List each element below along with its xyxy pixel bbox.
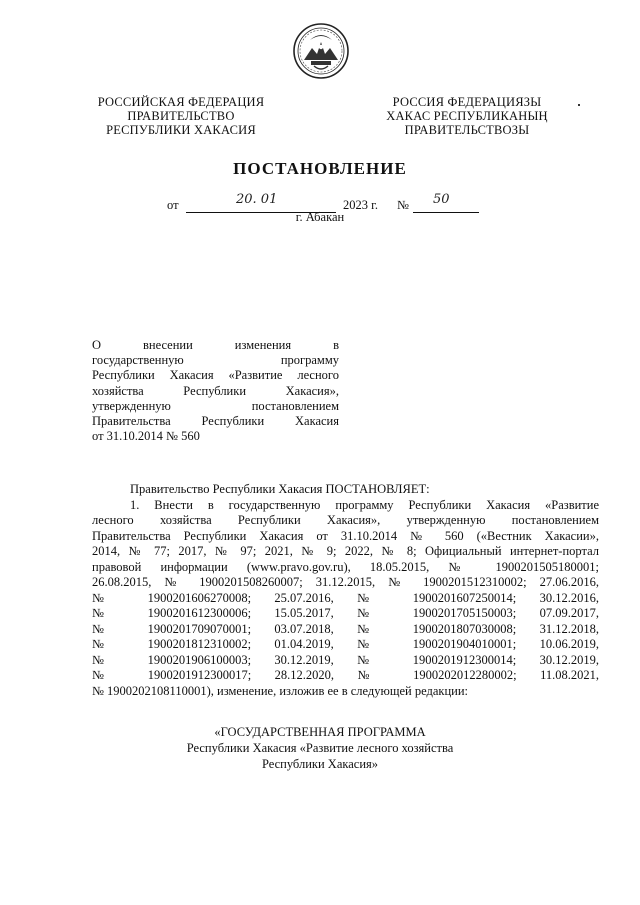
body-line: № 1900201709070001; 03.07.2018, № 1900201807030008; 31.12.2018, bbox=[92, 621, 599, 636]
date-year: 2023 г. bbox=[343, 198, 378, 212]
number-handwritten: 50 bbox=[433, 192, 450, 207]
body-line: № 1900201912300017; 28.12.2020, № 1900202012280002; 11.08.2021, bbox=[92, 668, 599, 682]
body-line: 1. Внести в государственную программу Республики Хакасия «Развитие bbox=[130, 497, 599, 512]
date-from-label: от bbox=[167, 198, 179, 212]
program-heading-line: Республики Хакасия» bbox=[261, 757, 379, 771]
body-line: № 1900201612300006; 15.05.2017, № 1900201705150003; 07.09.2017, bbox=[92, 606, 599, 620]
coat-of-arms-emblem bbox=[292, 22, 350, 80]
body-line: правовой информации (www.pravo.gov.ru), 18.05.2015, № 1900201505180001; bbox=[92, 559, 599, 574]
body-line: № 1900201606270008; 25.07.2016, № 1900201607250014; 30.12.2016, bbox=[92, 590, 599, 605]
body-line: Правительство Республики Хакасия ПОСТАНОВЛЯЕТ: bbox=[130, 482, 430, 496]
subject-line: Правительства Республики Хакасия bbox=[92, 414, 339, 429]
header-left-line: РЕСПУБЛИКИ ХАКАСИЯ bbox=[106, 123, 256, 137]
subject-line: О внесении изменения в bbox=[92, 338, 339, 352]
body-line: № 1900202108110001), изменение, изложив ее в следующей редакции: bbox=[92, 683, 468, 698]
header-left-block bbox=[86, 95, 276, 137]
header-right-line: РОССИЯ ФЕДЕРАЦИЯЗЫ bbox=[392, 95, 542, 109]
subject-block bbox=[92, 338, 339, 444]
number-label: № bbox=[397, 198, 409, 212]
subject-line: Республики Хакасия «Развитие лесного bbox=[92, 368, 339, 383]
subject-line: от 31.10.2014 № 560 bbox=[92, 429, 200, 444]
document-title: ПОСТАНОВЛЕНИЕ bbox=[233, 159, 407, 178]
program-heading bbox=[0, 724, 640, 772]
header-right-line: ПРАВИТЕЛЬСТВОЗЫ bbox=[404, 123, 530, 137]
date-handwritten: 20. 01 bbox=[236, 192, 278, 207]
header-right-block bbox=[372, 95, 562, 137]
subject-line: утвержденную постановлением bbox=[92, 398, 339, 413]
program-heading-line: Республики Хакасия «Развитие лесного хозяйства bbox=[186, 741, 454, 755]
body-line: № 1900201812310002; 01.04.2019, № 1900201904010001; 10.06.2019, bbox=[92, 637, 599, 651]
header-left-line: РОССИЙСКАЯ ФЕДЕРАЦИЯ bbox=[97, 95, 265, 109]
header-right-line: ХАКАС РЕСПУБЛИКАНЫҢ bbox=[386, 109, 548, 123]
city-label: г. Абакан bbox=[295, 210, 345, 224]
stray-dot bbox=[578, 104, 580, 106]
body-text bbox=[92, 482, 599, 699]
header-left-line: ПРАВИТЕЛЬСТВО bbox=[127, 109, 235, 123]
body-line: 2014, № 77; 2017, № 97; 2021, № 9; 2022, № 8; Официальный интернет-портал bbox=[92, 544, 599, 558]
subject-line: хозяйства Республики Хакасия», bbox=[92, 383, 339, 398]
subject-line: государственную программу bbox=[92, 353, 339, 368]
body-line: Правительства Республики Хакасия от 31.10.2014 № 560 («Вестник Хакасии», bbox=[92, 528, 599, 543]
program-heading-line: «ГОСУДАРСТВЕННАЯ ПРОГРАММА bbox=[214, 725, 426, 739]
body-line: 26.08.2015, № 1900201508260007; 31.12.2015, № 1900201512310002; 27.06.2016, bbox=[92, 575, 599, 589]
body-line: № 1900201906100003; 30.12.2019, № 1900201912300014; 30.12.2019, bbox=[92, 652, 599, 667]
body-line: лесного хозяйства Республики Хакасия», утвержденную постановлением bbox=[92, 513, 599, 527]
